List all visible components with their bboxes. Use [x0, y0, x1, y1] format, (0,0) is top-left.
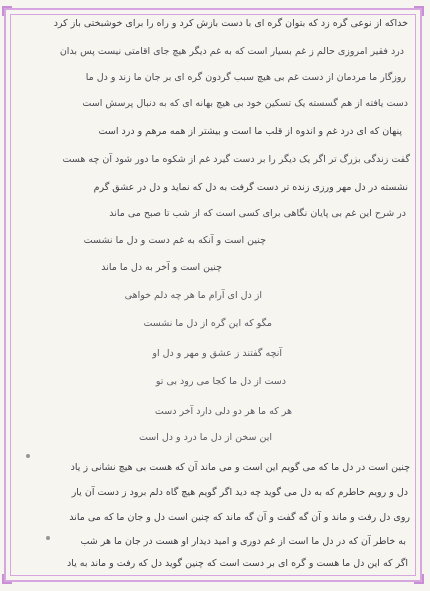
verse-line: مگو که این گره از دل ما نشست	[143, 318, 272, 329]
text-line: دل و رویم خاطرم که به دل می گوید چه دید اگر گویم هیچ گاه دلم برود ز دست آن یار	[71, 487, 408, 498]
verse-line: هر که ما هر دو دلی دارد آخر دست	[154, 406, 292, 417]
text-line: در شرح این غم بی پایان نگاهی برای کسی است که از شب تا صبح می ماند	[109, 208, 406, 219]
text-line: درد فقیر امروزی حالم ز غم بسیار است که به غم دیگر هیچ جای اقامتی نیست پس بدان	[59, 46, 404, 57]
corner-ornament	[414, 574, 424, 584]
text-line: روی دل رفت و ماند و آن گه گفت و آن گه ماند که چنین است دل و جان ما که می ماند	[69, 512, 410, 523]
text-line: گفت زندگی بزرگ تر اگر یک دیگر را بر دست گیرد غم از شکوه ما دور شود آن چه هست	[62, 154, 410, 165]
verse-line: آنچه گفتند ز عشق و مهر و دل او	[152, 348, 282, 359]
verse-line: از دل ای آرام ما هر چه دلم خواهی	[124, 290, 262, 301]
text-line: نشسته در دل مهر ورزی زنده تر دست گرفت به دل که نماید و دل در عشق گرم	[93, 182, 408, 193]
text-line: پنهان که ای درد غم و اندوه از قلب ما است و بیشتر از همه مرهم و درد است	[98, 126, 402, 137]
corner-ornament	[414, 6, 424, 16]
text-line: خداکه از نوعی گره زد که بتوان گره ای با دست بازش کرد و راه را برای خوشبختی باز کرد	[53, 18, 408, 29]
handwritten-page	[16, 16, 412, 572]
ink-mark	[46, 536, 50, 540]
corner-ornament	[2, 574, 12, 584]
text-line: چنین است در دل ما که می گویم این است و می ماند آن که هست بی هیچ نشانی ز یاد	[70, 462, 410, 473]
text-line: به خاطر آن که در دل ما است از غم دوری و امید دیدار او هست در جان ما هر شب	[80, 536, 406, 547]
corner-ornament	[2, 6, 12, 16]
text-line: چنین است و آنکه به غم دست و دل ما نشست	[83, 235, 266, 246]
verse-line: این سخن از دل ما درد و دل است	[138, 432, 272, 443]
text-line: اگر که این دل ما هست و گره ای بر دست است که چنین گوید دل که رفت و ماند به یاد	[66, 558, 408, 569]
ink-mark	[26, 454, 30, 458]
verse-line: دست از دل ما کجا می رود بی تو	[155, 376, 286, 387]
text-line: دست یافته از هم گسسته یک تسکین خود بی هیچ بهانه ای که به دنبال پرسش است	[82, 98, 408, 109]
text-line: چنین است و آخر به دل ما ماند	[101, 262, 222, 273]
text-line: روزگار ما مردمان از دست غم بی هیچ سبب گردون گره ای بر جان ما زند و دل ما	[85, 72, 406, 83]
